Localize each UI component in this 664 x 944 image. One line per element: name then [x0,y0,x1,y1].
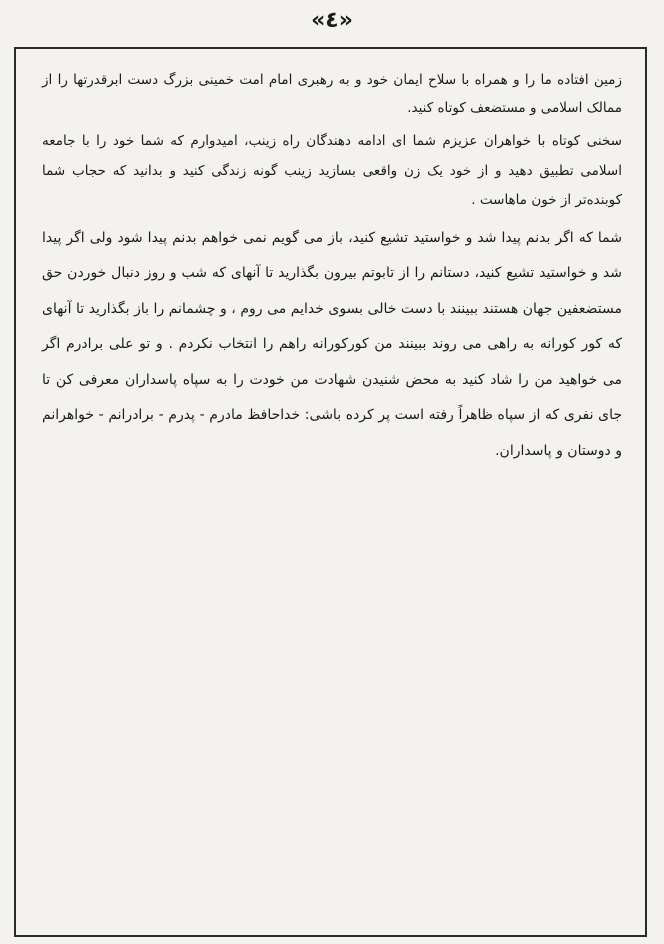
paragraph-2: سخنی کوتاه با خواهران عزیزم شما ای ادامه دهندگان راه زینب، امیدوارم که شما خود را با جامعه اسلامی تطبیق دهید و از خود یک زن واقعی بسازید زینب گونه زندگی کنید و بدانید که حجاب شما کوبنده‌تر از خون ماهاست . [42,133,622,208]
page-number: «٤» [311,8,353,33]
paragraph-1: زمین افتاده ما را و همراه با سلاح ایمان خود و به رهبری امام امت خمینی بزرگ دست ابرقدرتها را از ممالک اسلامی و مستضعف کوتاه کنید. [42,72,622,116]
paragraph-3: شما که اگر بدنم پیدا شد و خواستید تشیع کنید، باز می گویم نمی خواهم بدنم پیدا شود ولی اگر پیدا شد و خواستید تشیع کنید، دستانم را از تابوتم بیرون بگذارید تا آنهای که شب و روز دنبال خوردن حق مستضعفین جهان هستند ببینند با دست خالی بسوی خدایم می روم ، و چشمانم را باز بگذارید تا آنهای که کور کورانه به راهی می روند ببینند من کورکورانه راهم را انتخاب نکردم . و تو علی برادرم اگر می خواهید من را شاد کنید به محض شنیدن شهادت من خودت را به سپاه پاسداران معرفی کن تا جای نفری که از سپاه ظاهراً رفته است پر کرده باشی: خداحافظ مادرم - پدرم - برادرانم - خواهرانم و دوستان و پاسداران. [42,229,622,459]
letter-body [42,66,622,469]
